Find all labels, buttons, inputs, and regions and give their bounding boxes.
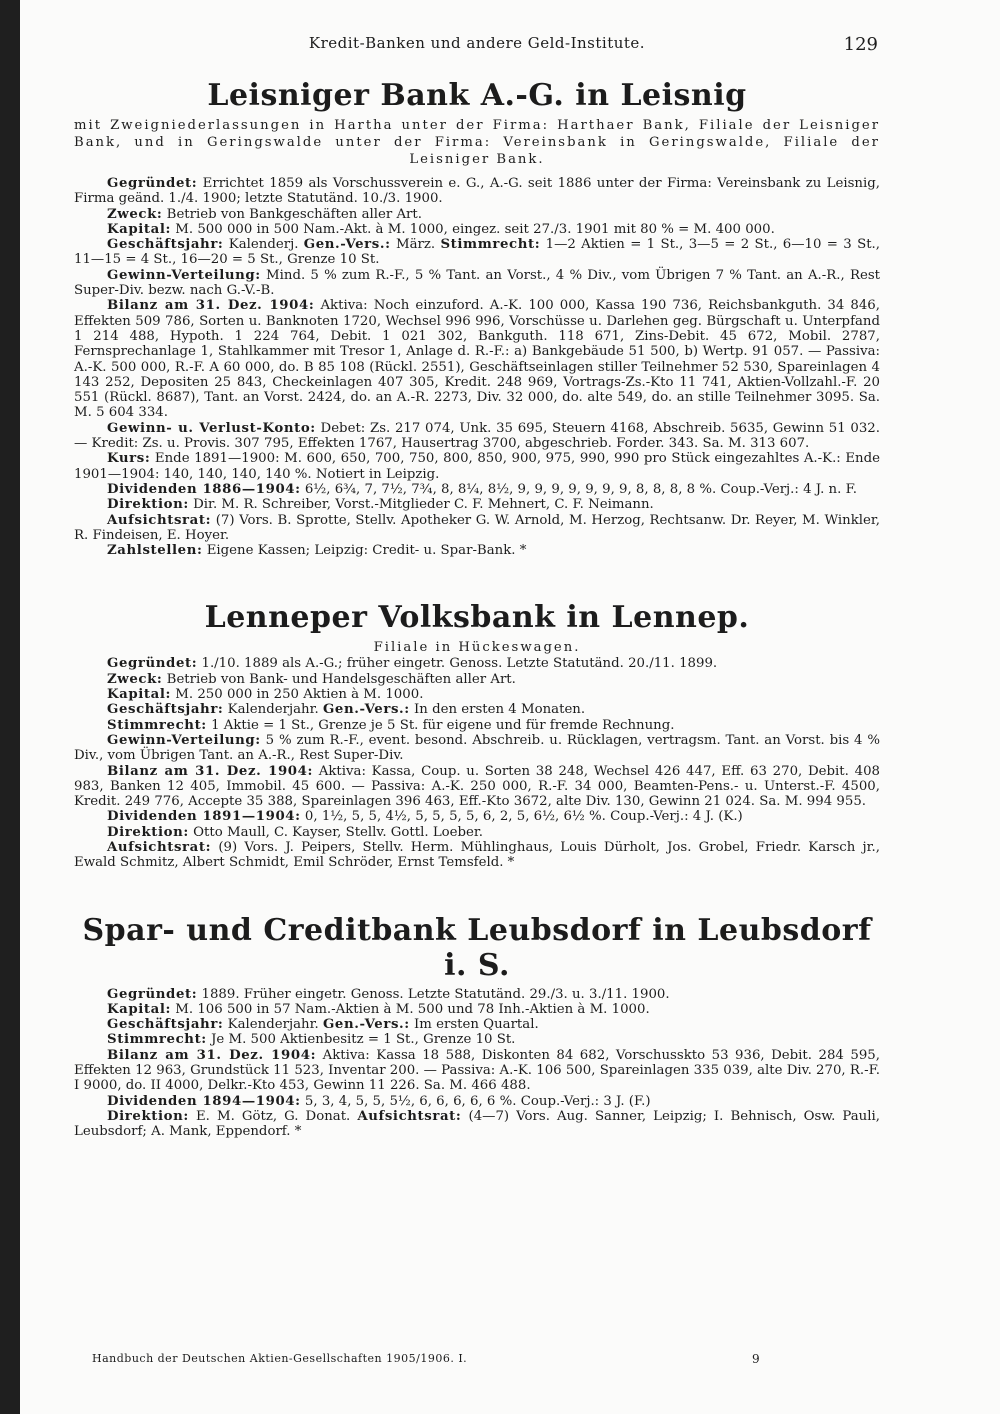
field-bilanz: Bilanz am 31. Dez. 1904: Aktiva: Kassa 18 588, Diskonten 84 682, Vorschusskto 53 936, Debit. 284 595, Effekten 12 963, Grundstück 11 523, Inventar 200. — Passiva: A.-K. 106 500, Spareinlagen 335 039, alte Div. 270, R.-F. I 9000, do. II 4000, Delkr.-Kto 453, Gewinn 11 226. Sa. M. 466 488. bbox=[74, 1047, 880, 1094]
field-geschaeftsjahr: Geschäftsjahr: Kalenderjahr. Gen.-Vers.: Im ersten Quartal. bbox=[107, 1017, 539, 1033]
field-dividenden: Dividenden 1891—1904: 0, 1½, 5, 5, 4½, 5, 5, 5, 5, 6, 2, 5, 6½, 6½ %. Coup.-Verj.: 4 J. (K.) bbox=[107, 809, 743, 825]
field-direktion: Direktion: Dir. M. R. Schreiber, Vorst.-Mitglieder C. F. Mehnert, C. F. Neimann. bbox=[107, 497, 654, 513]
field-direktion: Direktion: Otto Maull, C. Kayser, Stellv. Gottl. Loeber. bbox=[107, 824, 484, 840]
running-head-title: Kredit-Banken und andere Geld-Institute. bbox=[308, 34, 646, 52]
field-gewinn-verteilung: Gewinn-Verteilung: Mind. 5 % zum R.-F., 5 % Tant. an Vorst., 4 % Div., vom Übrigen 7 % Tant. an A.-R., Rest Super-Div. bezw. nach G.-V.-B. bbox=[74, 267, 880, 299]
field-stimmrecht: Stimmrecht: 1 Aktie = 1 St., Grenze je 5 St. für eigene und für fremde Rechnung. bbox=[107, 717, 675, 733]
field-aufsichtsrat: Aufsichtsrat: (7) Vors. B. Sprotte, Stellv. Apotheker G. W. Arnold, M. Herzog, Rechtsanw. Dr. Reyer, M. Winkler, R. Findeisen, E. Hoyer. bbox=[74, 512, 880, 543]
field-gewinn-verteilung: Gewinn-Verteilung: 5 % zum R.-F., event. besond. Abschreib. u. Rücklagen, vertragsm. Tant. an Vorst. bis 4 % Div., vom Übrigen Tant. an A.-R., Rest Super-Div. bbox=[74, 732, 880, 764]
field-bilanz: Bilanz am 31. Dez. 1904: Aktiva: Kassa, Coup. u. Sorten 38 248, Wechsel 426 447, Eff. 63 270, Debit. 408 983, Banken 12 405, Immobil. 45 600. — Passiva: A.-K. 250 000, R.-F. 34 000, Beamten-Pens.- u. Unterst.-F. 4500, Kredit. 249 776, Accepte 35 388, Spareinlagen 396 463, Eff.-Kto 3672, alte Div. 130, Gewinn 21 024. Sa. M. 994 955. bbox=[74, 763, 880, 810]
company-subtitle: Filiale in Hückeswagen. bbox=[373, 640, 581, 656]
page-content bbox=[74, 78, 880, 1140]
field-bilanz: Bilanz am 31. Dez. 1904: Aktiva: Noch einzuford. A.-K. 100 000, Kassa 190 736, Reichsbankguth. 34 846, Effekten 509 786, Sorten u. Banknoten 1720, Wechsel 996 996, Vorschüsse u. Darlehen geg. Bürgschaft u. Unterpfand 1 214 488, Hypoth. 1 224 764, Debit. 1 021 302, Bankguth. 118 671, Zins-Debit. 45 672, Mobil. 2787, Fernsprechanlage 1, Stahlkammer mit Tresor 1, Anlage d. R.-F.: a) Bankgebäude 51 500, b) Wertp. 91 057. — Passiva: A.-K. 500 000, R.-F. A 60 000, do. B 85 108 (Rückl. 2551), Geschäftseinlagen stiller Teilnehmer 52 530, Spareinlagen 4 143 252, Depositen 25 843, Checkeinlagen 407 305, Kredit. 248 969, Vortrags-Zs.-Kto 11 741, Aktien-Vollzahl.-F. 20 551 (Rückl. 8687), Tant. an Vorst. 2424, do. an A.-R. 2273, Div. 32 000, do. alte 549, do. an stille Teilnehmer 3095. Sa. M. 5 604 334. bbox=[74, 298, 880, 421]
company-title: Leisniger Bank A.-G. in Leisnig bbox=[207, 78, 747, 113]
footer-text: Handbuch der Deutschen Aktien-Gesellschaften 1905/1906. I. bbox=[92, 1352, 468, 1365]
field-gegruendet: Gegründet: 1889. Früher eingetr. Genoss. Letzte Statutänd. 29./3. u. 3./11. 1900. bbox=[107, 986, 670, 1002]
field-kapital: Kapital: M. 106 500 in 57 Nam.-Aktien à M. 500 und 78 Inh.-Aktien à M. 1000. bbox=[107, 1001, 650, 1017]
running-head bbox=[74, 34, 880, 58]
field-dividenden: Dividenden 1894—1904: 5, 3, 4, 5, 5, 5½, 6, 6, 6, 6, 6 %. Coup.-Verj.: 3 J. (F.) bbox=[107, 1093, 651, 1109]
field-direktion-aufsichtsrat: Direktion: E. M. Götz, G. Donat. Aufsichtsrat: (4—7) Vors. Aug. Sanner, Leipzig; I. Behnisch, Osw. Pauli, Leubsdorf; A. Mank, Eppendorf. * bbox=[74, 1108, 880, 1140]
field-geschaeftsjahr: Geschäftsjahr: Kalenderjahr. Gen.-Vers.: In den ersten 4 Monaten. bbox=[107, 702, 586, 718]
field-zahlstellen: Zahlstellen: Eigene Kassen; Leipzig: Credit- u. Spar-Bank. * bbox=[107, 543, 527, 559]
company-title: Spar- und Creditbank Leubsdorf in Leubsdorf i. S. bbox=[82, 912, 872, 983]
page-number: 129 bbox=[843, 34, 878, 55]
field-kapital: Kapital: M. 250 000 in 250 Aktien à M. 1000. bbox=[107, 687, 424, 703]
field-zweck: Zweck: Betrieb von Bankgeschäften aller Art. bbox=[107, 206, 422, 222]
binding-edge bbox=[0, 0, 20, 1414]
field-gewinn-verlust: Gewinn- u. Verlust-Konto: Debet: Zs. 217 074, Unk. 35 695, Steuern 4168, Abschreib. 5635, Gewinn 51 032. — Kredit: Zs. u. Provis. 307 795, Effekten 1767, Hausertrag 3700, abgeschrieb. Forder. 343. Sa. M. 313 607. bbox=[74, 420, 880, 452]
field-stimmrecht: Stimmrecht: Je M. 500 Aktienbesitz = 1 St., Grenze 10 St. bbox=[107, 1032, 516, 1048]
field-gegruendet: Gegründet: Errichtet 1859 als Vorschussverein e. G., A.-G. seit 1886 unter der Firma: Vereinsbank zu Leisnig, Firma geänd. 1./4. 1900; letzte Statutänd. 10./3. 1900. bbox=[74, 176, 880, 207]
page-footer bbox=[92, 1352, 877, 1365]
field-kurs: Kurs: Ende 1891—1900: M. 600, 650, 700, 750, 800, 850, 900, 975, 990, 990 pro Stück eingezahltes A.-K.: Ende 1901—1904: 140, 140, 140, 140 %. Notiert in Leipzig. bbox=[74, 451, 880, 482]
entry-lenneper-volksbank bbox=[74, 600, 880, 870]
field-dividenden: Dividenden 1886—1904: 6½, 6¾, 7, 7½, 7¾, 8, 8¼, 8½, 9, 9, 9, 9, 9, 9, 9, 8, 8, 8, 8 %. Coup.-Verj.: 4 J. n. F. bbox=[107, 481, 857, 497]
field-zweck: Zweck: Betrieb von Bank- und Handelsgeschäften aller Art. bbox=[107, 671, 516, 687]
company-subtitle: mit Zweigniederlassungen in Hartha unter der Firma: Harthaer Bank, Filiale der Leisniger Bank, und in Geringswalde unter der Firma: Vereinsbank in Geringswalde, Filiale der Leisniger Bank. bbox=[74, 118, 880, 167]
field-aufsichtsrat: Aufsichtsrat: (9) Vors. J. Peipers, Stellv. Herm. Mühlinghaus, Louis Dürholt, Jos. Grobel, Friedr. Karsch jr., Ewald Schmitz, Albert Schmidt, Emil Schröder, Ernst Temsfeld. * bbox=[74, 839, 880, 871]
entry-leisniger-bank bbox=[74, 78, 880, 558]
signature-mark: 9 bbox=[752, 1352, 761, 1366]
field-gegruendet: Gegründet: 1./10. 1889 als A.-G.; früher eingetr. Genoss. Letzte Statutänd. 20./11. 1899. bbox=[107, 656, 718, 672]
field-geschaeftsjahr: Geschäftsjahr: Kalenderj. Gen.-Vers.: März. Stimmrecht: 1—2 Aktien = 1 St., 3—5 = 2 St., 6—10 = 3 St., 11—15 = 4 St., 16—20 = 5 St., Grenze 10 St. bbox=[74, 237, 880, 268]
field-kapital: Kapital: M. 500 000 in 500 Nam.-Akt. à M. 1000, eingez. seit 27./3. 1901 mit 80 % = M. 400 000. bbox=[107, 221, 775, 237]
entry-spar-creditbank-leubsdorf bbox=[74, 913, 880, 1140]
company-title: Lenneper Volksbank in Lennep. bbox=[204, 600, 750, 636]
